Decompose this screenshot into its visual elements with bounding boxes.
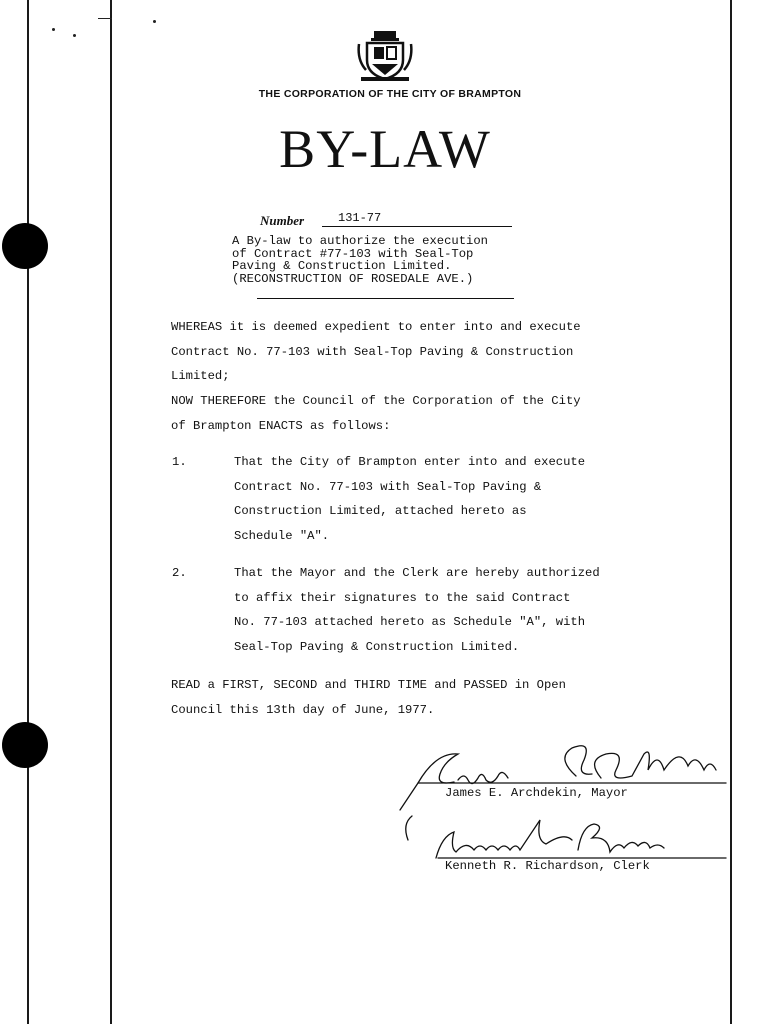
left-margin-line-inner: [110, 0, 112, 1024]
corporation-name: THE CORPORATION OF THE CITY OF BRAMPTON: [258, 88, 522, 100]
mayor-signature-name: James E. Archdekin, Mayor: [445, 786, 628, 800]
punch-hole-top: [2, 223, 48, 269]
enacting-clause: NOW THEREFORE the Council of the Corporation of the City of Brampton ENACTS as follows:: [171, 394, 581, 433]
number-underline: [322, 226, 512, 227]
clause-text: That the Mayor and the Clerk are hereby authorized to affix their signatures to the said Contract No. 77-103 attached hereto as Schedule "A", with Seal-Top Paving & Construction Limited.: [234, 566, 600, 654]
coat-of-arms-icon: [357, 30, 413, 82]
bylaw-number: 131-77: [338, 211, 382, 225]
document-title: BY-LAW: [279, 119, 491, 179]
punch-hole-bottom: [2, 722, 48, 768]
clause-number: 1.: [172, 455, 187, 469]
number-label: Number: [260, 213, 305, 228]
scan-speck: [98, 18, 112, 19]
clause-text: That the City of Brampton enter into and execute Contract No. 77-103 with Seal-Top Paving & Construction Limited, attached hereto as Schedule "A".: [234, 455, 586, 543]
clerk-signature-name: Kenneth R. Richardson, Clerk: [445, 859, 650, 873]
passage-statement: READ a FIRST, SECOND and THIRD TIME and PASSED in Open Council this 13th day of June, 1977.: [171, 678, 566, 717]
left-margin-line-outer: [27, 0, 29, 1024]
bylaw-synopsis: A By-law to authorize the execution of Contract #77-103 with Seal-Top Paving & Construction Limited. (RECONSTRUCTION OF ROSEDALE AVE.): [232, 234, 488, 286]
synopsis-divider: [257, 298, 514, 299]
scan-speck: [153, 20, 156, 23]
scan-speck: [73, 34, 76, 37]
clause-number: 2.: [172, 566, 187, 580]
whereas-clause: WHEREAS it is deemed expedient to enter into and execute Contract No. 77-103 with Seal-Top Paving & Construction Limited;: [171, 320, 581, 384]
scan-speck: [52, 28, 55, 31]
